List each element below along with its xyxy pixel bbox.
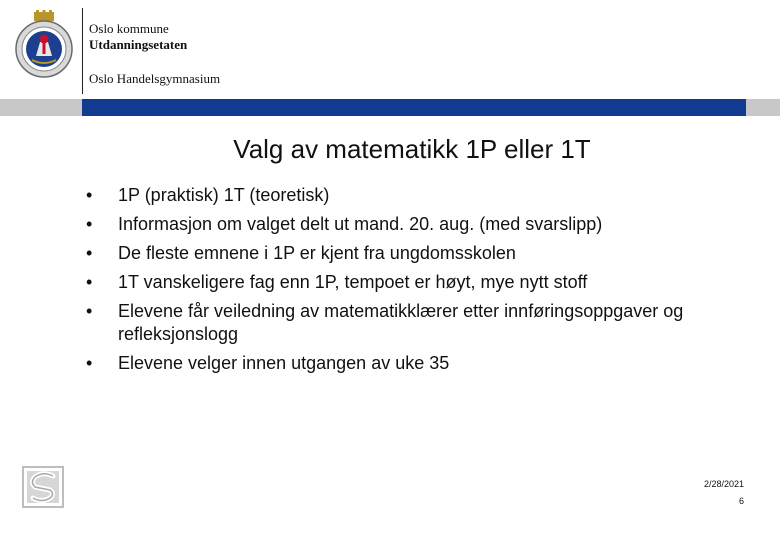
- bullet-item: • Informasjon om valget delt ut mand. 20. aug. (med svarslipp): [86, 213, 746, 236]
- header-divider: [82, 8, 83, 94]
- header-bar: [82, 99, 746, 116]
- bullet-item: • 1P (praktisk) 1T (teoretisk): [86, 184, 746, 207]
- bullet-list: [86, 184, 746, 381]
- school-name: Oslo Handelsgymnasium: [89, 71, 221, 86]
- oslo-city-seal-icon: [14, 10, 74, 78]
- bullet-item: • De fleste emnene i 1P er kjent fra ungdomsskolen: [86, 242, 746, 265]
- organization-block: [89, 21, 187, 53]
- bullet-item: • Elevene får veiledning av matematikklærer etter innføringsoppgaver og refleksjonslogg: [86, 300, 746, 346]
- page-number: 6: [738, 496, 744, 506]
- bullet-item: • 1T vanskeligere fag enn 1P, tempoet er høyt, mye nytt stoff: [86, 271, 746, 294]
- footer-date: 2/28/2021: [703, 479, 744, 489]
- slide-title: Valg av matematikk 1P eller 1T: [233, 134, 591, 164]
- bullet-item: • Elevene velger innen utgangen av uke 35: [86, 352, 746, 375]
- header-bar-right: [746, 99, 780, 116]
- org-name: Oslo kommune: [89, 21, 169, 36]
- school-s-logo-icon: [22, 466, 64, 508]
- header-bar-left: [0, 99, 82, 116]
- department-name: Utdanningsetaten: [89, 37, 188, 52]
